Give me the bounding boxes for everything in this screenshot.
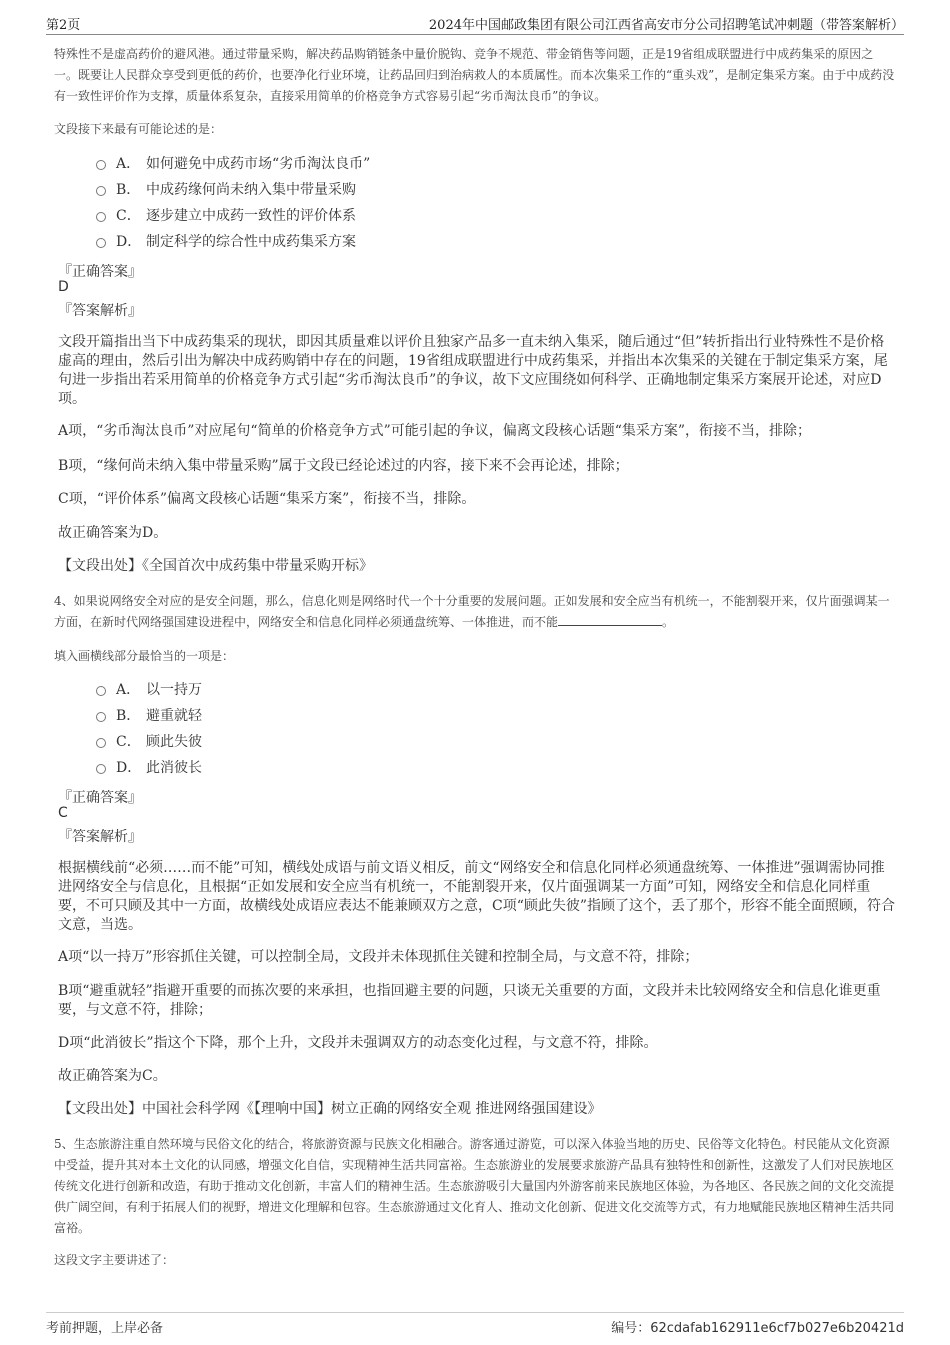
question-4-stem-end: 。 [662,615,675,629]
analysis-paragraph: A项，“劣币淘汰良币”对应尾句“简单的价格竞争方式”可能引起的争议，偏离文段核心话题“集采方案”，衔接不当，排除； [58,423,812,439]
question-4-stem-text: 4、如果说网络安全对应的是安全问题，那么，信息化则是网络时代一个十分重要的发展问题。正如发展和安全应当有机统一，不能割裂开来，仅片面强调某一方面，在新时代网络强国建设进程中，网络安全和信息化同样必须通盘统筹、一体推进，而不能 [54,594,890,629]
option-text: 避重就轻 [146,708,202,724]
correct-answer-label: 『正确答案』 [58,790,142,806]
option-text: 如何避免中成药市场“劣币淘汰良币” [146,156,371,172]
option-a[interactable] [96,676,596,702]
radio-icon[interactable] [96,238,106,248]
analysis-paragraph: B项“避重就轻”指避开重要的而拣次要的来承担，也指回避主要的问题，只谈无关重要的方面，文段并未比较网络安全和信息化谁更重要，与文意不符，排除； [58,983,881,1018]
page-header [46,12,904,35]
option-c[interactable] [96,202,596,228]
footer-slogan: 考前押题，上岸必备 [46,1321,164,1336]
option-text: 此消彼长 [146,760,202,776]
question-3-tail: 特殊性不是虚高药价的避风港。通过带量采购，解决药品购销链条中量价脱钩、竞争不规范、带金销售等问题，正是19省组成联盟进行中成药集采的原因之一。既要让人民群众享受到更低的药价，也要净化行业环境，让药品回归到治病救人的本质属性。而本次集采工作的“重头戏”，是制定集采方案。由于中成药没有一致性评价作为支撑，质量体系复杂，直接采用简单的价格竞争方式容易引起“劣币淘汰良币”的争议。 [54,47,895,103]
option-letter: D． [116,234,142,250]
option-text: 逐步建立中成药一致性的评价体系 [146,208,356,224]
analysis-paragraph: 故正确答案为D。 [58,525,168,541]
radio-icon[interactable] [96,764,106,774]
option-letter: A． [116,156,141,172]
option-letter: A． [116,682,141,698]
question-3-prompt: 文段接下来最有可能论述的是： [54,122,223,136]
option-letter: D． [116,760,142,776]
page-footer [46,1312,904,1336]
radio-icon[interactable] [96,712,106,722]
question-4-options [96,676,596,780]
analysis-label: 『答案解析』 [58,303,142,319]
correct-answer-value: D [58,279,69,295]
analysis-paragraph: 故正确答案为C。 [58,1068,167,1084]
option-text: 顾此失彼 [146,734,202,750]
radio-icon[interactable] [96,160,106,170]
analysis-paragraph: 根据横线前“必须……而不能”可知，横线处成语与前文语义相反，前文“网络安全和信息化同样必须通盘统筹、一体推进”强调需协同推进网络安全与信息化，且根据“正如发展和安全应当有机统一，不能割裂开来，仅片面强调某一方面”可知，网络安全和信息化同样重要，不可只顾及其中一方面，故横线处成语应表达不能兼顾双方之意，C项“顾此失彼”指顾了这个，丢了那个，形容不能全面照顾，符合文意，当选。 [58,860,896,933]
option-text: 以一持万 [146,682,202,698]
option-letter: B． [116,182,141,198]
option-c[interactable] [96,728,596,754]
page-number: 第2页 [46,18,81,33]
analysis-paragraph: C项，“评价体系”偏离文段核心话题“集采方案”，衔接不当，排除。 [58,491,476,507]
option-letter: C． [116,208,141,224]
question-5-stem: 5、生态旅游注重自然环境与民俗文化的结合，将旅游资源与民族文化相融合。游客通过游览，可以深入体验当地的历史、民俗等文化特色。村民能从文化资源中受益，提升其对本土文化的认同感，增强文化自信，实现精神生活共同富裕。生态旅游业的发展要求旅游产品具有独特性和创新性，这激发了人们对民族地区传统文化进行创新和改造，有助于推动文化创新，丰富人们的精神生活。生态旅游吸引大量国内外游客前来民族地区体验，为各地区、各民族之间的文化交流提供广阔空间，有利于拓展人们的视野，增进文化理解和包容。生态旅游通过文化育人、推动文化创新、促进文化交流等方式，有力地赋能民族地区精神生活共同富裕。 [54,1137,895,1235]
source-citation: 【文段出处】中国社会科学网《【理响中国】树立正确的网络安全观 推进网络强国建设》 [58,1101,602,1117]
option-letter: C． [116,734,141,750]
radio-icon[interactable] [96,212,106,222]
analysis-paragraph: B项，“缘何尚未纳入集中带量采购”属于文段已经论述过的内容，接下来不会再论述，排除； [58,458,629,474]
document-id-label: 编号： [611,1321,651,1336]
analysis-paragraph: 文段开篇指出当下中成药集采的现状，即因其质量难以评价且独家产品多一直未纳入集采，随后通过“但”转折指出行业特殊性不是价格虚高的理由，然后引出为解决中成药购销中存在的问题，19省组成联盟进行中成药集采，并指出本次集采的关键在于制定集采方案，尾句进一步指出若采用简单的价格竞争方式引起“劣币淘汰良币”的争议，故下文应围绕如何科学、正确地制定集采方案展开论述，对应D项。 [58,334,888,407]
option-a[interactable] [96,150,596,176]
option-b[interactable] [96,702,596,728]
option-text: 制定科学的综合性中成药集采方案 [146,234,356,250]
radio-icon[interactable] [96,686,106,696]
option-text: 中成药缘何尚未纳入集中带量采购 [146,182,356,198]
question-4-stem [54,591,896,633]
document-id-value: 62cdafab162911e6cf7b027e6b20421d [650,1321,904,1336]
correct-answer-label: 『正确答案』 [58,264,142,280]
analysis-paragraph: D项“此消彼长”指这个下降，那个上升，文段并未强调双方的动态变化过程，与文意不符，排除。 [58,1035,658,1051]
option-b[interactable] [96,176,596,202]
answer-blank [558,613,662,626]
document-title: 2024年中国邮政集团有限公司江西省高安市分公司招聘笔试冲刺题（带答案解析） [428,18,904,33]
option-letter: B． [116,708,141,724]
correct-answer-value: C [58,805,68,821]
option-d[interactable] [96,754,596,780]
analysis-paragraph: A项“以一持万”形容抓住关键，可以控制全局，文段并未体现抓住关键和控制全局，与文意不符，排除； [58,949,699,965]
question-5-prompt: 这段文字主要讲述了： [54,1253,175,1267]
radio-icon[interactable] [96,186,106,196]
radio-icon[interactable] [96,738,106,748]
document-id [611,1317,904,1336]
question-4-prompt: 填入画横线部分最恰当的一项是： [54,649,235,663]
analysis-label: 『答案解析』 [58,829,142,845]
question-3-options [96,150,596,254]
option-d[interactable] [96,228,596,254]
source-citation: 【文段出处】《全国首次中成药集中带量采购开标》 [58,558,373,574]
